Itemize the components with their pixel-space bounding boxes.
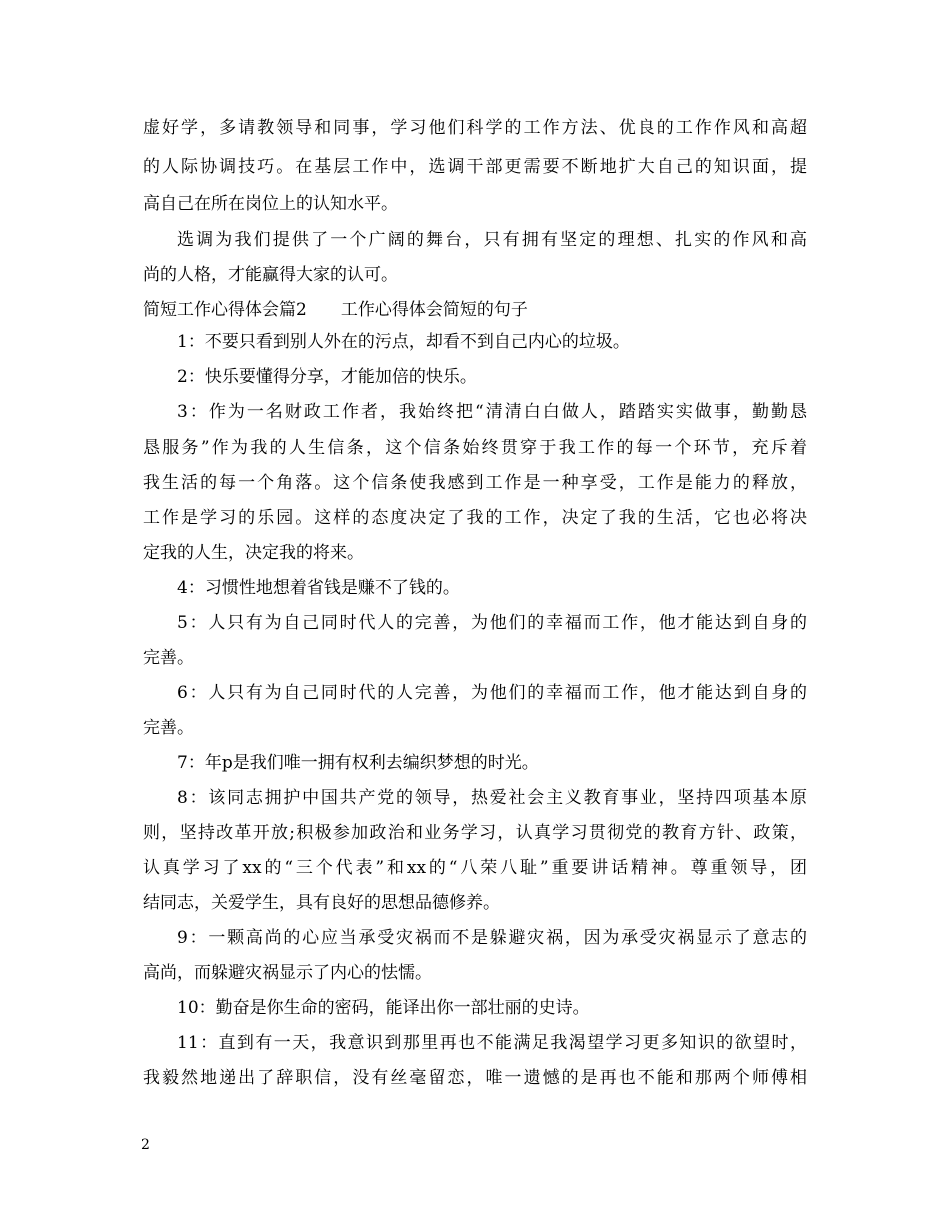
list-item: 2：快乐要懂得分享，才能加倍的快乐。 <box>177 367 477 387</box>
text-line: 完善。 <box>143 648 194 668</box>
section-heading: 简短工作心得体会篇2 工作心得体会简短的句子 <box>143 300 528 320</box>
text-line: 则，坚持改革开放;积极参加政治和业务学习，认真学习贯彻党的教育方针、政策， <box>143 823 807 843</box>
text-line: 结同志，关爱学生，具有良好的思想品德修养。 <box>143 893 500 913</box>
text-line: 认真学习了xx的“三个代表”和xx的“八荣八耻”重要讲话精神。尊重领导，团 <box>143 858 807 878</box>
text-line: 工作是学习的乐园。这样的态度决定了我的工作，决定了我的生活，它也必将决 <box>143 508 807 528</box>
paragraph-first-line: 选调为我们提供了一个广阔的舞台，只有拥有坚定的理想、扎实的作风和高 <box>177 230 807 250</box>
text-line: 尚的人格，才能赢得大家的认可。 <box>143 265 398 285</box>
list-item: 10：勤奋是你生命的密码，能译出你一部壮丽的史诗。 <box>177 998 590 1018</box>
list-item: 5：人只有为自己同时代人的完善，为他们的幸福而工作，他才能达到自身的 <box>177 613 807 633</box>
text-line: 虚好学，多请教领导和同事，学习他们科学的工作方法、优良的工作作风和高超 <box>143 118 807 138</box>
list-item: 1：不要只看到别人外在的污点，却看不到自己内心的垃圾。 <box>177 332 630 352</box>
text-line: 定我的人生，决定我的将来。 <box>143 543 364 563</box>
list-item: 11：直到有一天，我意识到那里再也不能满足我渴望学习更多知识的欲望时， <box>177 1033 807 1053</box>
list-item: 8：该同志拥护中国共产党的领导，热爱社会主义教育事业，坚持四项基本原 <box>177 788 807 808</box>
text-line: 高尚，而躲避灾祸显示了内心的怯懦。 <box>143 963 432 983</box>
list-item: 4：习惯性地想着省钱是赚不了钱的。 <box>177 578 460 598</box>
list-item: 7：年p是我们唯一拥有权利去编织梦想的时光。 <box>177 753 539 773</box>
list-item: 3：作为一名财政工作者，我始终把“清清白白做人，踏踏实实做事，勤勤恳 <box>177 402 807 422</box>
list-item: 6：人只有为自己同时代的人完善，为他们的幸福而工作，他才能达到自身的 <box>177 683 807 703</box>
text-line: 的人际协调技巧。在基层工作中，选调干部更需要不断地扩大自己的知识面，提 <box>143 157 807 177</box>
text-line: 我生活的每一个角落。这个信条使我感到工作是一种享受，工作是能力的释放， <box>143 473 807 493</box>
text-line: 高自己在所在岗位上的认知水平。 <box>143 194 398 214</box>
page-number: 2 <box>141 1137 150 1153</box>
text-line: 我毅然地递出了辞职信，没有丝毫留恋，唯一遗憾的是再也不能和那两个师傅相 <box>143 1068 807 1088</box>
text-line: 恳服务”作为我的人生信条，这个信条始终贯穿于我工作的每一个环节，充斥着 <box>143 438 807 458</box>
text-line: 完善。 <box>143 718 194 738</box>
list-item: 9：一颗高尚的心应当承受灾祸而不是躲避灾祸，因为承受灾祸显示了意志的 <box>177 928 807 948</box>
